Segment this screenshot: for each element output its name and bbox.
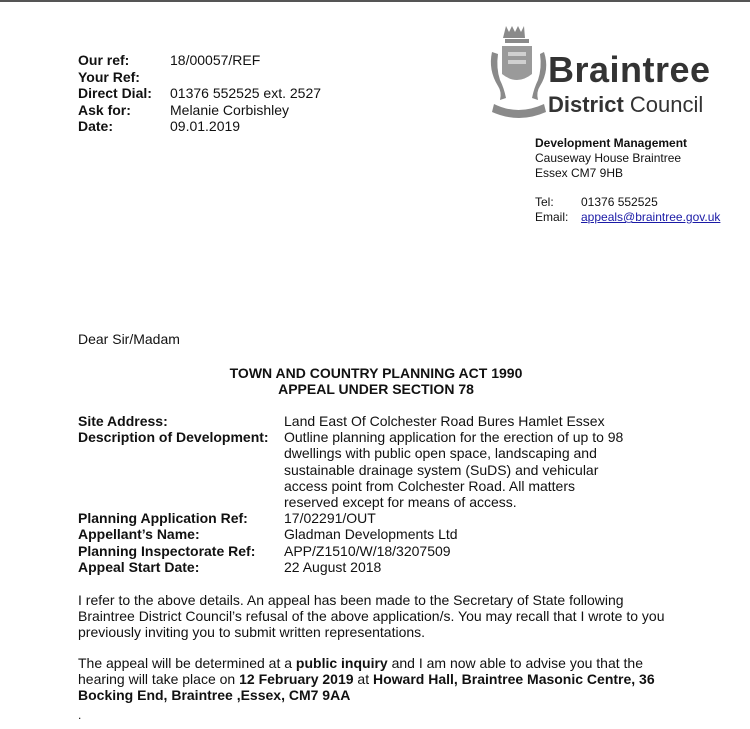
address-line-2: Essex CM7 9HB — [535, 166, 624, 180]
heading-line-2: APPEAL UNDER SECTION 78 — [278, 381, 474, 397]
ref-row-our-ref — [78, 52, 321, 69]
tel-label: Tel: — [535, 195, 554, 209]
reference-block — [78, 52, 321, 135]
contact-details — [535, 195, 720, 225]
ref-label: Date: — [78, 118, 114, 134]
email-link[interactable]: appeals@braintree.gov.uk — [581, 210, 721, 224]
brand-subtitle-rest: Council — [623, 92, 704, 117]
detail-value: Gladman Developments Ltd — [284, 526, 458, 543]
detail-row — [78, 559, 629, 575]
detail-label: Appeal Start Date: — [78, 558, 200, 575]
council-logo — [488, 22, 738, 122]
ref-row-date — [78, 118, 321, 135]
tel-row — [535, 195, 720, 210]
ref-label: Our ref: — [78, 52, 130, 68]
detail-label: Description of Development: — [78, 429, 269, 446]
appeal-details — [78, 413, 629, 575]
hearing-venue: Howard Hall, Braintree Masonic Centre, 36 Bocking End, Braintree ,Essex, CM7 9AA — [78, 671, 655, 704]
hearing-date: 12 February 2019 — [239, 671, 354, 688]
department-address — [535, 136, 687, 181]
para2-text-1: The appeal will be determined at a — [78, 655, 296, 671]
para2-text-3: at — [353, 671, 373, 688]
detail-row — [78, 413, 629, 429]
detail-label: Appellant’s Name: — [78, 526, 200, 543]
council-crest-icon — [488, 22, 550, 122]
detail-value: 22 August 2018 — [284, 558, 382, 575]
brand-subtitle — [548, 92, 703, 118]
address-line-1: Causeway House Braintree — [535, 151, 682, 165]
body-paragraph-2 — [78, 655, 678, 704]
ref-value: 18/00057/REF — [170, 52, 261, 68]
ref-label: Direct Dial: — [78, 85, 152, 101]
inquiry-type: public inquiry — [295, 655, 388, 671]
brand-name: Braintree — [548, 49, 711, 90]
ref-label: Your Ref: — [78, 68, 140, 85]
detail-label: Planning Application Ref: — [78, 510, 248, 527]
detail-label: Site Address: — [78, 413, 168, 429]
trailing-mark: . — [78, 708, 82, 722]
ref-row-ask-for — [78, 102, 321, 119]
ref-row-direct-dial — [78, 85, 321, 102]
para2-text-2: and I am now able to advise you that the hearing will take place on — [78, 655, 643, 688]
ref-value: 09.01.2019 — [170, 118, 241, 134]
tel-value: 01376 552525 — [581, 195, 658, 209]
ref-value: 01376 552525 ext. 2527 — [170, 85, 322, 101]
department-name: Development Management — [535, 136, 688, 150]
salutation: Dear Sir/Madam — [78, 331, 180, 347]
ref-label: Ask for: — [78, 101, 131, 118]
top-border — [0, 0, 750, 2]
email-label: Email: — [535, 210, 569, 224]
detail-row — [78, 510, 629, 526]
detail-value: 17/02291/OUT — [284, 510, 376, 527]
detail-value: Outline planning application for the erection of up to 98 dwellings with public open space, landscaping and sustainable drainage system (SuDS) and vehicular access point from Colchester Road. All matters reserved except for means of access. — [284, 429, 624, 511]
detail-row — [78, 543, 629, 559]
detail-row — [78, 429, 629, 510]
letter-heading — [78, 365, 674, 397]
brand-subtitle-bold: District — [548, 92, 624, 117]
heading-line-1: TOWN AND COUNTRY PLANNING ACT 1990 — [229, 365, 523, 381]
detail-label: Planning Inspectorate Ref: — [78, 542, 256, 559]
ref-value: Melanie Corbishley — [170, 101, 290, 118]
email-row — [535, 210, 720, 225]
detail-row — [78, 526, 629, 542]
detail-value: APP/Z1510/W/18/3207509 — [284, 542, 451, 559]
ref-row-your-ref — [78, 69, 321, 86]
body-paragraph-1: I refer to the above details. An appeal has been made to the Secretary of State following Braintree District Council’s refusal of the above application/s. You may recall that I wrote to you previously inviting you to submit written representations. — [78, 592, 665, 641]
detail-value: Land East Of Colchester Road Bures Hamlet Essex — [284, 413, 605, 429]
